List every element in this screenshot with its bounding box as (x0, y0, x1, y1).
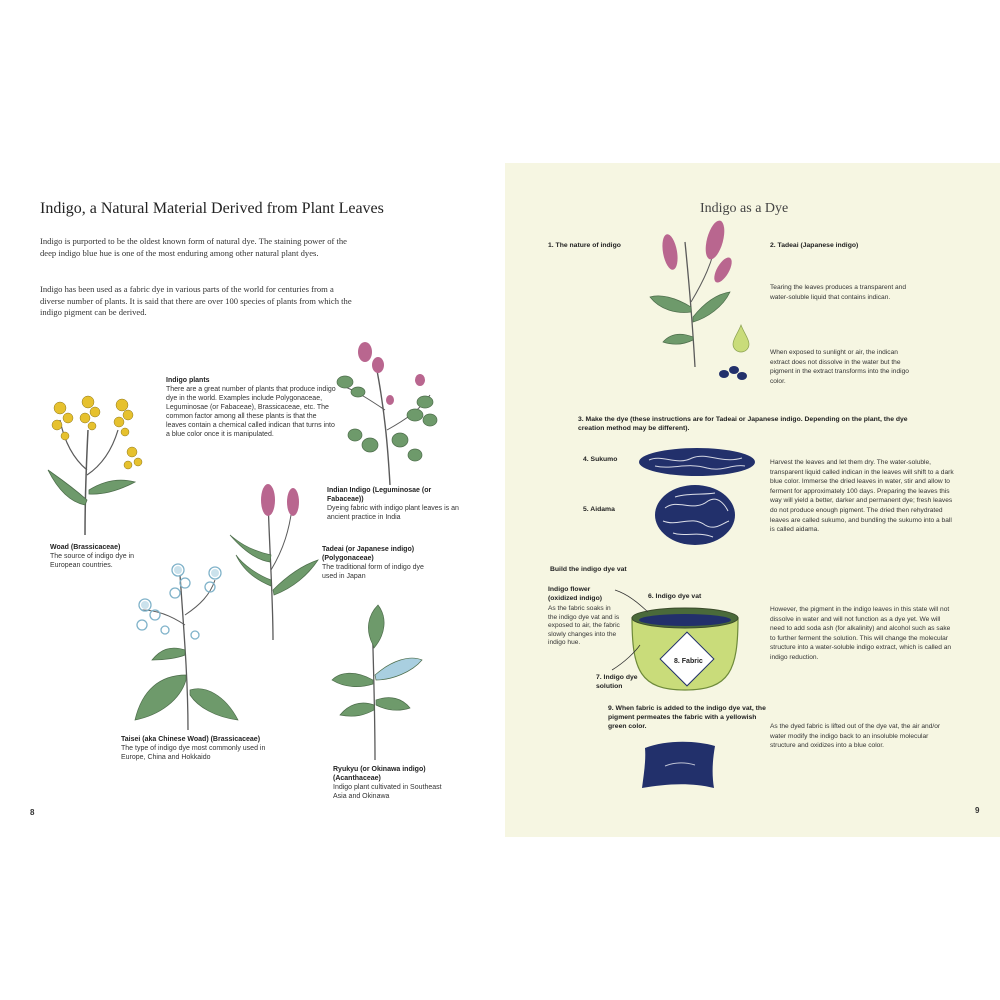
ryukyu-desc: Indigo plant cultivated in Southeast Asia and Okinawa (333, 784, 442, 800)
woad-desc: The source of indigo dye in European countries. (50, 553, 135, 569)
step-2-text: Tearing the leaves produces a transparent and water-soluble liquid that contains indican. (770, 284, 906, 301)
step-6-label: 6. Indigo dye vat (648, 593, 702, 600)
indigo-flower-text: As the fabric soaks in the indigo dye vat and is exposed to air, the fabric slowly changes into the indigo hue. (548, 605, 620, 647)
step-2-label: 2. Tadeai (Japanese indigo) (770, 242, 859, 249)
indigo-dye-vat-illustration (620, 600, 750, 695)
indian-indigo-name: Indian Indigo (Leguminosae (or Fabaceae)) (327, 487, 432, 503)
left-page-title: Indigo, a Natural Material Derived from Plant Leaves (40, 200, 384, 217)
indigo-plants-text: There are a great number of plants that produce indigo dye in the world. Examples include Polygonaceae, Leguminosae (or Fabaceae), Brassicaceae, etc. The common factor among all these plants is that the leaves contain a chemical called indican that turns into a blue color once it is manipulated. (166, 386, 336, 438)
ryukyu-caption (333, 765, 453, 801)
sunlight-text: When exposed to sunlight or air, the indican extract does not dissolve in the water but the pigment in the extract transforms into the indigo color. (770, 349, 909, 385)
step-4-label: 4. Sukumo (583, 456, 618, 463)
fabric-label: 8. Fabric (674, 658, 703, 665)
step-9-label: 9. When fabric is added to the indigo dye vat, the pigment permeates the fabric with a yellowish green color. (608, 705, 766, 730)
taisei-desc: The type of indigo dye most commonly used in Europe, China and Hokkaido (121, 745, 266, 761)
taisei-caption (121, 735, 286, 762)
right-page-title: Indigo as a Dye (700, 201, 789, 216)
tadeai-desc: The traditional form of indigo dye used in Japan (322, 564, 424, 580)
dyed-fabric-illustration (640, 738, 718, 790)
intro-paragraph-2: Indigo has been used as a fabric dye in various parts of the world for centuries from a diverse number of plants. It is said that there are over 100 species of plants from which the indigo pigment can be derived. (40, 284, 352, 317)
step-5-label: 5. Aidama (583, 506, 615, 513)
tadeai-sprig-illustration (645, 222, 745, 367)
aidama-illustration (653, 483, 738, 548)
indian-indigo-caption (327, 486, 462, 522)
ryukyu-plant-illustration (330, 600, 425, 765)
tadeai-caption (322, 545, 432, 581)
sukumo-illustration (637, 446, 757, 478)
step-3-label: 3. Make the dye (these instructions are for Tadeai or Japanese indigo. Depending on the plant, the dye creation method may be different). (578, 416, 908, 432)
left-page-number: 8 (30, 808, 35, 817)
intro-paragraph-1: Indigo is purported to be the oldest known form of natural dye. The staining power of the deep indigo blue hue is one of the most enduring among other natural plant dyes. (40, 236, 347, 258)
woad-name: Woad (Brassicaceae) (50, 544, 121, 551)
tadeai-name: Tadeai (or Japanese indigo) (Polygonaceae) (322, 546, 415, 562)
make-dye-text: Harvest the leaves and let them dry. The water-soluble, transparent liquid called indican in the leaves will shift to a dark blue color. Immerse the dried leaves in water, stir and allow to ferment for approximately 100 days. Preparing the leaves this way will yield a better, darker and permanent dye; fresh leaves do not produce enough pigment. The dried then rehydrated leaves are called sukumo, and bundling the sukumo into a ball is called aidama. (770, 459, 954, 534)
taisei-name: Taisei (aka Chinese Woad) (Brassicaceae) (121, 736, 261, 743)
step-7-label: 7. Indigo dye solution (596, 674, 638, 690)
indican-droplet-icon (732, 325, 750, 353)
woad-plant-illustration (40, 390, 160, 540)
vat-explanation-text: However, the pigment in the indigo leaves in this state will not dissolve in water and will not function as a dye yet. We will need to add soda ash (for alkalinity) and alcohol such as sake to further ferment the solution. This will change the molecular structure into a water-soluble indigo extract, which is called an indigo reduction. (770, 606, 952, 661)
taisei-plant-illustration (130, 555, 245, 735)
indigo-plants-caption (166, 376, 336, 439)
build-vat-heading: Build the indigo dye vat (550, 566, 627, 573)
step-1-label: 1. The nature of indigo (548, 242, 621, 249)
indigo-flower-label: Indigo flower (oxidized indigo) (548, 586, 602, 602)
indigo-pigment-dots-icon (718, 362, 748, 382)
right-page-number: 9 (975, 806, 980, 815)
indigo-plants-heading: Indigo plants (166, 377, 210, 384)
final-oxidation-text: As the dyed fabric is lifted out of the dye vat, the air and/or water modify the indigo back to an insoluble molecular structure and oxidizes into a blue color. (770, 723, 941, 750)
indian-indigo-desc: Dyeing fabric with indigo plant leaves is an ancient practice in India (327, 505, 459, 521)
indian-indigo-plant-illustration (330, 340, 450, 485)
ryukyu-name: Ryukyu (or Okinawa indigo) (Acanthaceae) (333, 766, 426, 782)
